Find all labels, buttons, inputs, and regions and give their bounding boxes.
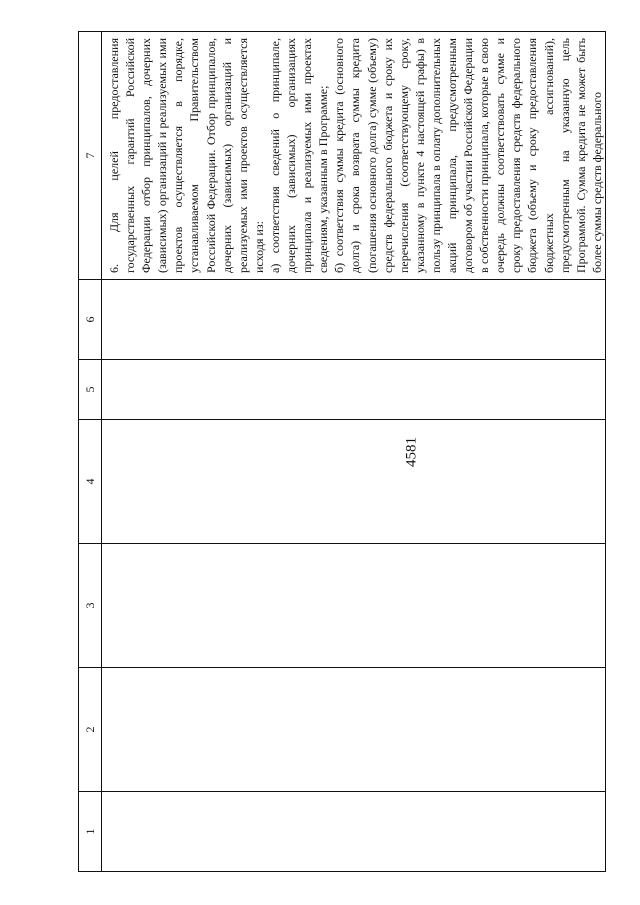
paragraph-intro: 6. Для целей предоставления государственных гарантий Российской Федерации отбор принципалов, дочерних (зависимых) организаций и реализуемых ими проектов осуществляется в порядке, устанавливаемом Правительством Российской Федерации. Отбор принципалов, дочерних (зависимых) организаций и реализуемых ими проектов осуществляется исходя из: <box>107 38 266 273</box>
cell-col-4 <box>102 420 606 544</box>
column-header-6: 6 <box>79 280 102 360</box>
cell-col-7 <box>102 32 606 280</box>
rotated-table-page <box>78 32 604 872</box>
cell-col-6 <box>102 280 606 360</box>
cell-col-1 <box>102 792 606 872</box>
page-number: 4581 <box>403 437 420 467</box>
cell-col-5 <box>102 360 606 420</box>
column-header-4: 4 <box>79 420 102 544</box>
column-header-5: 5 <box>79 360 102 420</box>
paragraph-item-b: б) соответствия суммы кредита (основного долга) и срока возврата суммы кредита (погашения основного долга) сумме (объему) средств федерального бюджета и сроку их перечисления (соответствующему сроку, указанному в пункте 4 настоящей графы) в пользу принципала в оплату дополнительных акций принципала, предусмотренным договором об участии Российской Федерации в собственности принципала, которые в свою очередь должны соответствовать сумме и сроку предоставления средств федерального бюджета (объему и сроку предоставления бюджетных ассигнований), предусмотренным на указанную цель Программой. Сумма кредита не может быть более суммы средств федерального <box>332 38 604 273</box>
column-header-1: 1 <box>79 792 102 872</box>
header-row <box>79 32 102 872</box>
column-header-3: 3 <box>79 544 102 668</box>
cell-col-3 <box>102 544 606 668</box>
column-header-7: 7 <box>79 32 102 280</box>
cell-col-2 <box>102 668 606 792</box>
document-table <box>78 31 606 872</box>
paragraph-item-a: а) соответствия сведений о принципале, дочерних (зависимых) организациях принципала и реализуемых ими проектах сведениям, указанным в Программе; <box>267 38 331 273</box>
column-header-2: 2 <box>79 668 102 792</box>
table-row <box>102 32 606 872</box>
